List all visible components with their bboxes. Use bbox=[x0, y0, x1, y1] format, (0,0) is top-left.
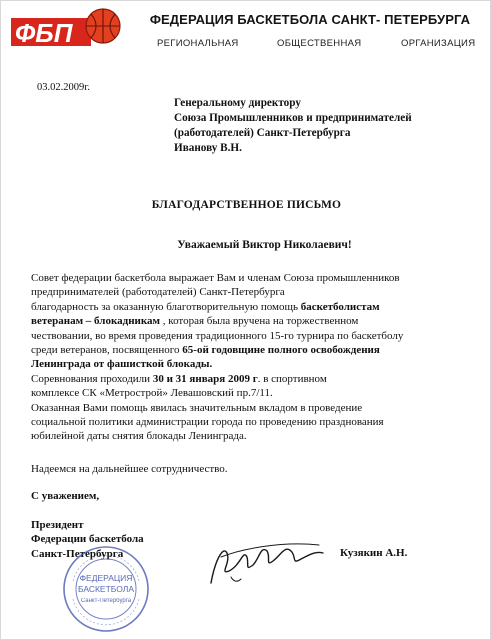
logo-text: ФБП bbox=[15, 18, 73, 48]
body-text-span: благодарность за оказанную благотворительную помощь bbox=[31, 300, 301, 313]
body-line: чествовании, во время проведения традиционного 15-го турнира по баскетболу bbox=[31, 329, 404, 342]
closing-hope: Надеемся на дальнейшее сотрудничество. bbox=[31, 463, 228, 475]
org-name: ФЕДЕРАЦИЯ БАСКЕТБОЛА САНКТ- ПЕТЕРБУРГА bbox=[149, 12, 471, 27]
org-sub-public: ОБЩЕСТВЕННАЯ bbox=[277, 38, 362, 49]
body-text-span: среди ветеранов, посвященного bbox=[31, 344, 183, 357]
org-sub-organization: ОРГАНИЗАЦИЯ bbox=[401, 38, 476, 49]
fbp-logo bbox=[9, 4, 127, 54]
org-sub-regional: РЕГИОНАЛЬНАЯ bbox=[157, 38, 239, 49]
body-bold-span: ветеранам – блокадникам bbox=[31, 315, 163, 328]
body-line bbox=[31, 314, 481, 328]
stamp-line: ФЕДЕРАЦИЯ bbox=[79, 573, 133, 583]
position-line: Санкт-Петербурга bbox=[31, 547, 124, 560]
addressee-line: (работодателей) Санкт-Петербурга bbox=[174, 127, 351, 139]
stamp-seal bbox=[61, 541, 151, 637]
body-line: Ленинграда от фашисткой блокады. bbox=[31, 358, 213, 371]
body-line bbox=[31, 300, 481, 314]
body-line bbox=[31, 372, 481, 386]
salutation: Уважаемый Виктор Николаевич! bbox=[177, 239, 352, 251]
body-line bbox=[31, 343, 481, 357]
signer-name: Кузякин А.Н. bbox=[340, 547, 408, 559]
body-line: социальной политики администрации города по проведению празднования bbox=[31, 416, 384, 429]
body-line: предпринимателей (работодателей) Санкт-Петербурга bbox=[31, 286, 285, 299]
body-text-span: , которая была вручена на торжественном bbox=[162, 315, 359, 328]
body-bold-span: 65-ой годовщине полного освобождения bbox=[182, 344, 380, 357]
addressee-block bbox=[174, 96, 412, 156]
body-line: Оказанная Вами помощь явилась значительным вкладом в проведение bbox=[31, 401, 363, 414]
letter-date: 03.02.2009г. bbox=[37, 82, 90, 93]
handwritten-signature bbox=[201, 531, 331, 591]
stamp-line: БАСКЕТБОЛА bbox=[77, 584, 135, 594]
addressee-line: Иванову В.Н. bbox=[174, 142, 242, 154]
body-line: юбилейной даты снятия блокады Ленинграда. bbox=[31, 430, 247, 443]
body-text-span: . в спортивном bbox=[257, 372, 327, 385]
body-line: Совет федерации баскетбола выражает Вам и членам Союза промышленников bbox=[31, 272, 400, 284]
position-line: Федерации баскетбола bbox=[31, 533, 144, 546]
stamp-line: Санкт-Петербурга bbox=[80, 598, 132, 604]
document-title: БЛАГОДАРСТВЕННОЕ ПИСЬМО bbox=[151, 199, 342, 211]
addressee-line: Генеральному директору bbox=[174, 97, 301, 109]
addressee-line: Союза Промышленников и предпринимателей bbox=[174, 112, 412, 124]
body-text-span: Соревнования проходили bbox=[31, 372, 153, 385]
body-bold-span: 30 и 31 января 2009 г bbox=[152, 372, 258, 385]
body-bold-span: баскетболистам bbox=[300, 300, 380, 313]
basketball-icon bbox=[86, 9, 120, 43]
closing-regards: С уважением, bbox=[31, 490, 100, 502]
body-line: комплексе СК «Метрострой» Левашовский пр.7/11. bbox=[31, 387, 273, 400]
position-line: Президент bbox=[31, 519, 84, 531]
letter-body bbox=[31, 271, 481, 444]
